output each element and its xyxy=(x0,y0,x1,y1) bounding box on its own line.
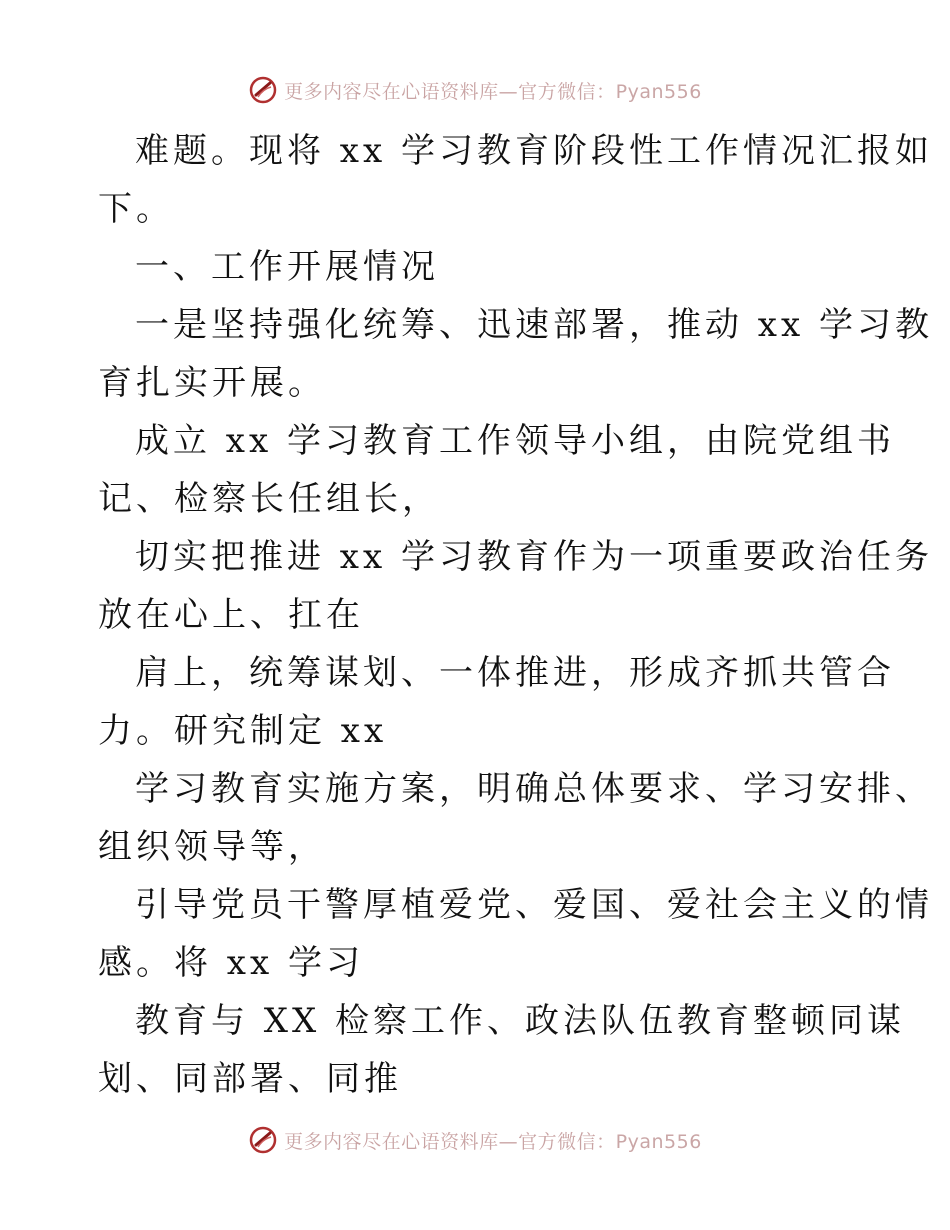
watermark-handle: Pyan556 xyxy=(615,80,702,103)
watermark-text: 更多内容尽在心语资料库—官方微信：Pyan556 xyxy=(284,1130,702,1153)
paragraph-line: 育扎实开展。 xyxy=(98,363,326,403)
watermark-header xyxy=(0,72,950,108)
watermark-handle: Pyan556 xyxy=(615,1130,702,1153)
paragraph-line: 力。研究制定 xx xyxy=(98,711,388,751)
watermark-text: 更多内容尽在心语资料库—官方微信：Pyan556 xyxy=(284,80,702,103)
document-body xyxy=(98,122,933,1108)
brand-logo-icon xyxy=(248,75,278,105)
paragraph-line: 成立 xx 学习教育工作领导小组，由院党组书 xyxy=(135,421,895,461)
paragraph-line: 引导党员干警厚植爱党、爱国、爱社会主义的情 xyxy=(135,885,933,925)
paragraph-line: 放在心上、扛在 xyxy=(98,595,364,635)
paragraph-line: 下。 xyxy=(98,189,174,229)
paragraph-line: 切实把推进 xx 学习教育作为一项重要政治任务 xyxy=(135,537,933,577)
paragraph-line: 教育与 XX 检察工作、政法队伍教育整顿同谋 xyxy=(135,1001,906,1041)
paragraph-line: 划、同部署、同推 xyxy=(98,1059,402,1099)
paragraph-line: 学习教育实施方案，明确总体要求、学习安排、 xyxy=(135,769,933,809)
section-heading: 一、工作开展情况 xyxy=(135,247,439,287)
paragraph-line: 感。将 xx 学习 xyxy=(98,943,364,983)
paragraph-line: 组织领导等， xyxy=(98,827,326,867)
brand-logo-icon xyxy=(248,1125,278,1155)
paragraph-line: 难题。现将 xx 学习教育阶段性工作情况汇报如 xyxy=(135,131,933,171)
paragraph-line: 记、检察长任组长， xyxy=(98,479,440,519)
watermark-footer xyxy=(0,1122,950,1158)
paragraph-line: 一是坚持强化统筹、迅速部署，推动 xx 学习教 xyxy=(135,305,933,345)
paragraph-line: 肩上，统筹谋划、一体推进，形成齐抓共管合 xyxy=(135,653,895,693)
